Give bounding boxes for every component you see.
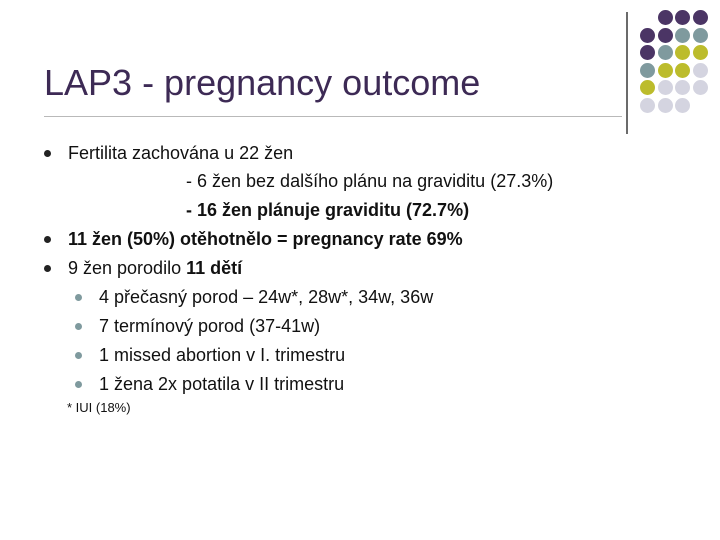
decorative-dot [658, 45, 673, 60]
decorative-dot [640, 28, 655, 43]
list-item: Fertilita zachována u 22 žen [68, 143, 294, 163]
decorative-dot [675, 10, 690, 25]
sub-list-item: 1 missed abortion v I. trimestru [99, 345, 346, 365]
decorative-dot [693, 63, 708, 78]
bullet-icon [44, 265, 51, 272]
list-item: 11 žen (50%) otěhotnělo = pregnancy rate 69% [68, 229, 463, 249]
slide-title: LAP3 - pregnancy outcome [44, 62, 481, 103]
decorative-dot [675, 80, 690, 95]
decorative-dot [658, 28, 673, 43]
list-item-text: 9 žen porodilo [68, 258, 187, 278]
sub-bullet-icon [75, 294, 82, 301]
decorative-dot [658, 10, 673, 25]
decorative-dot [693, 80, 708, 95]
bullet-icon [44, 150, 51, 157]
sub-bullet-icon [75, 323, 82, 330]
list-item-bold-text: 11 dětí [186, 258, 243, 278]
list-item [68, 257, 242, 279]
decorative-dot [693, 28, 708, 43]
decorative-dot [640, 80, 655, 95]
decorative-dot [658, 80, 673, 95]
decorative-dot [675, 28, 690, 43]
decorative-dot [675, 45, 690, 60]
decorative-dot [675, 98, 690, 113]
decorative-dot [693, 10, 708, 25]
list-item: - 16 žen plánuje graviditu (72.7%) [186, 200, 470, 220]
decorative-dot [640, 63, 655, 78]
list-item: - 6 žen bez dalšího plánu na graviditu (27.3%) [186, 171, 554, 191]
bullet-icon [44, 236, 51, 243]
vertical-divider [626, 12, 628, 134]
sub-list-item: 1 žena 2x potatila v II trimestru [99, 374, 345, 394]
sub-bullet-icon [75, 352, 82, 359]
sub-list-item: 4 přečasný porod – 24w*, 28w*, 34w, 36w [99, 287, 434, 307]
decorative-dot [675, 63, 690, 78]
decorative-dot [640, 45, 655, 60]
decorative-dot [693, 45, 708, 60]
title-underline [44, 116, 622, 117]
sub-bullet-icon [75, 381, 82, 388]
decorative-dot [658, 63, 673, 78]
decorative-dot [640, 98, 655, 113]
footnote: * IUI (18%) [67, 400, 131, 415]
sub-list-item: 7 termínový porod (37-41w) [99, 316, 321, 336]
decorative-dot [658, 98, 673, 113]
